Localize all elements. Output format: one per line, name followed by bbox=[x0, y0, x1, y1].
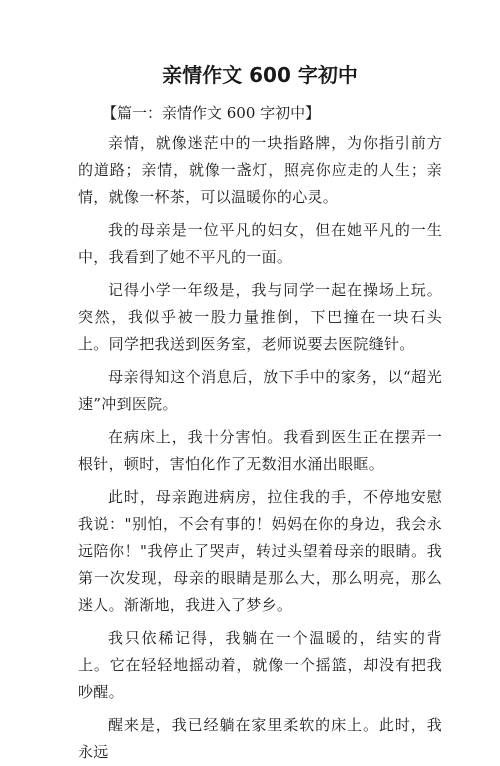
section-heading: 【篇一：亲情作文 600 字初中】 bbox=[102, 104, 321, 122]
paragraph-3: 记得小学一年级是，我与同学一起在操场上玩。突然，我似乎被一股力量推倒，下巴撞在一块石头上。同学把我送到医务室，老师说要去医院缝针。 bbox=[78, 281, 442, 353]
document-title: 亲情作文 600 字初中 bbox=[162, 63, 358, 87]
paragraph-2: 我的母亲是一位平凡的妇女，但在她平凡的一生中，我看到了她不平凡的一面。 bbox=[78, 221, 442, 266]
paragraph-1: 亲情，就像迷茫中的一块指路牌，为你指引前方的道路；亲情，就像一盏灯，照亮你应走的人生；亲情，就像一杯茶，可以温暖你的心灵。 bbox=[78, 134, 442, 206]
paragraph-5: 在病床上，我十分害怕。我看到医生正在摆弄一根针，顿时，害怕化作了无数泪水涌出眼眶。 bbox=[78, 428, 442, 473]
paragraph-7: 我只依稀记得，我躺在一个温暖的，结实的背上。它在轻轻地摇动着，就像一个摇篮，却没有把我吵醒。 bbox=[78, 629, 442, 701]
paragraph-4: 母亲得知这个消息后，放下手中的家务，以“超光速”冲到医院。 bbox=[78, 368, 442, 413]
paragraph-6: 此时，母亲跑进病房，拉住我的手，不停地安慰我说："别怕，不会有事的！妈妈在你的身边，我会永远陪你！"我停止了哭声，转过头望着母亲的眼睛。我第一次发现，母亲的眼睛是那么大，那么明亮，那么迷人。渐渐地，我进入了梦乡。 bbox=[78, 488, 442, 614]
paragraph-8: 醒来是，我已经躺在家里柔软的床上。此时，我永远 bbox=[78, 716, 442, 761]
